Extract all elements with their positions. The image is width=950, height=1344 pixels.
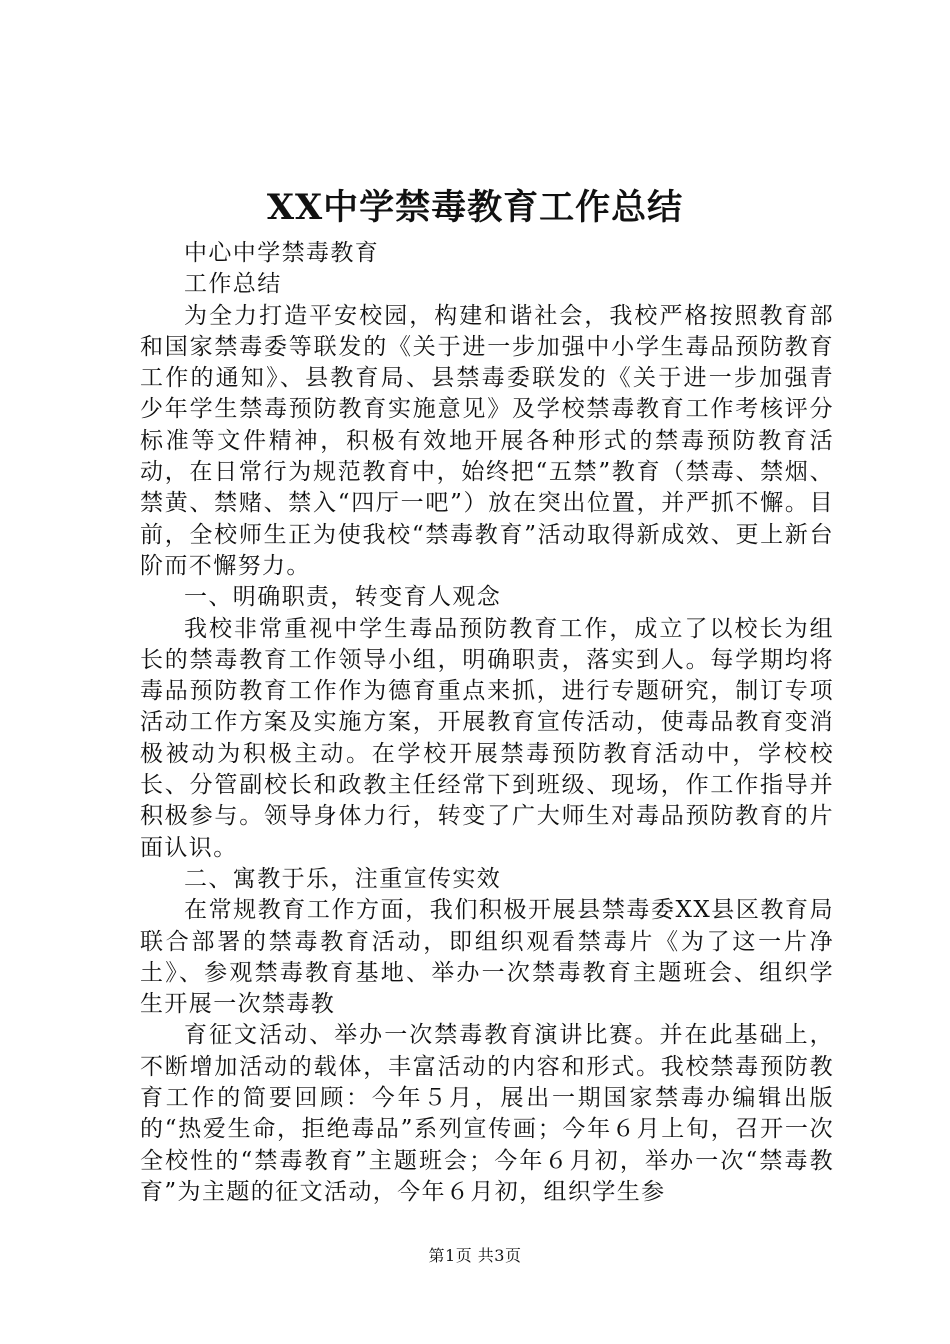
document-body [140, 238, 834, 1208]
section-heading-1: 一、明确职责，转变育人观念 [184, 584, 502, 611]
section-2-paragraph-1: 在常规教育工作方面，我们积极开展县禁毒委XX县区教育局联合部署的禁毒教育活动，即组织观看禁毒片《为了这一片净土》、参观禁毒教育基地、举办一次禁毒教育主题班会、组织学生开展一次禁毒教 [140, 897, 834, 1018]
section-1-paragraph: 我校非常重视中学生毒品预防教育工作，成立了以校长为组长的禁毒教育工作领导小组，明确职责，落实到人。每学期均将毒品预防教育工作作为德育重点来抓，进行专题研究，制订专项活动工作方案及实施方案，开展教育宣传活动，使毒品教育变消极被动为积极主动。在学校开展禁毒预防教育活动中，学校校长、分管副校长和政教主任经常下到班级、现场，作工作指导并积极参与。领导身体力行，转变了广大师生对毒品预防教育的片面认识。 [140, 615, 834, 861]
section-2-paragraph-2: 育征文活动、举办一次禁毒教育演讲比赛。并在此基础上，不断增加活动的载体，丰富活动的内容和形式。我校禁毒预防教育工作的简要回顾：今年５月，展出一期国家禁毒办编辑出版的“热爱生命，拒绝毒品”系列宣传画；今年６月上旬，召开一次全校性的“禁毒教育”主题班会；今年６月初，举办一次“禁毒教育”为主题的征文活动，今年６月初，组织学生参 [140, 1022, 834, 1205]
subtitle-line-1: 中心中学禁毒教育 [184, 240, 380, 266]
section-heading-2: 二、寓教于乐，注重宣传实效 [184, 865, 502, 892]
intro-paragraph: 为全力打造平安校园，构建和谐社会，我校严格按照教育部和国家禁毒委等联发的《关于进一步加强中小学生毒品预防教育工作的通知》、县教育局、县禁毒委联发的《关于进一步加强青少年学生禁毒预防教育实施意见》及学校禁毒教育工作考核评分标准等文件精神，积极有效地开展各种形式的禁毒预防教育活动，在日常行为规范教育中，始终把“五禁”教育（禁毒、禁烟、禁黄、禁赌、禁入“四厅一吧”）放在突出位置，并严抓不懈。目前，全校师生正为使我校“禁毒教育”活动取得新成效、更上新台阶而不懈努力。 [140, 302, 834, 579]
page-number-footer: 第1页 共3页 [428, 1246, 522, 1265]
document-title: XX中学禁毒教育工作总结 [266, 187, 684, 228]
subtitle-line-2: 工作总结 [184, 271, 282, 298]
